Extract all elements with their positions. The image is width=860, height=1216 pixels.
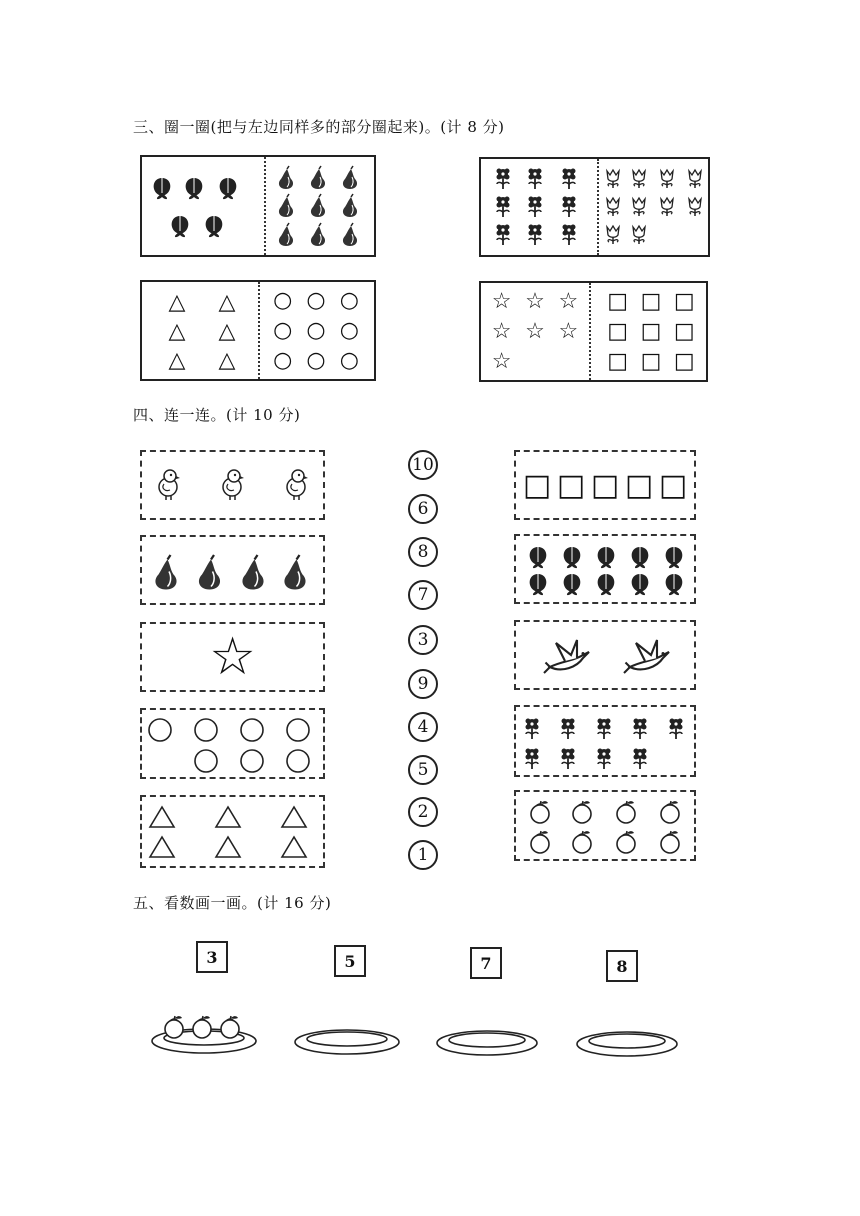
number-circle[interactable]: 7 bbox=[408, 580, 438, 610]
star-icon: ☆ bbox=[558, 289, 579, 314]
pear-icon bbox=[311, 223, 325, 246]
peach-icon bbox=[564, 574, 581, 595]
peach-icon bbox=[666, 574, 683, 595]
triangle-icon bbox=[282, 807, 306, 827]
circle-icon bbox=[195, 750, 217, 772]
square-icon: □ bbox=[607, 319, 629, 344]
peach-icon bbox=[154, 178, 171, 199]
star-icon: ☆ bbox=[491, 349, 512, 374]
chick-icon bbox=[159, 470, 180, 500]
triangle-icon bbox=[216, 807, 240, 827]
number-circle[interactable]: 5 bbox=[408, 755, 438, 785]
circle-icon: ○ bbox=[273, 318, 293, 343]
star-group bbox=[485, 287, 585, 377]
number-circle[interactable]: 3 bbox=[408, 625, 438, 655]
flower-icon bbox=[563, 169, 576, 190]
pear-icon bbox=[311, 194, 325, 217]
apple-icon bbox=[165, 1016, 183, 1038]
flower-group bbox=[481, 159, 597, 257]
flower-icon bbox=[529, 197, 542, 218]
flower-icon bbox=[497, 169, 510, 190]
square-icon: □ bbox=[522, 467, 552, 503]
match-box-pears[interactable] bbox=[140, 535, 325, 605]
match-box-squares[interactable] bbox=[514, 450, 696, 520]
peach-icon bbox=[186, 178, 203, 199]
square-icon: □ bbox=[607, 289, 629, 314]
triangle-icon bbox=[150, 837, 174, 857]
apple-icon bbox=[573, 801, 591, 823]
apple-icon bbox=[221, 1016, 239, 1038]
apple-icon bbox=[617, 801, 635, 823]
circle-icon: ○ bbox=[339, 318, 359, 343]
apple-icon bbox=[661, 831, 679, 853]
flower-icon bbox=[497, 197, 510, 218]
apple-icon bbox=[661, 801, 679, 823]
peach-icon bbox=[598, 574, 615, 595]
peach-icon bbox=[632, 574, 649, 595]
flower-icon bbox=[526, 749, 539, 770]
square-icon: □ bbox=[624, 467, 654, 503]
circle-icon: ○ bbox=[306, 348, 326, 373]
triangle-icon bbox=[282, 837, 306, 857]
circle-icon: ○ bbox=[339, 348, 359, 373]
tulip-icon bbox=[607, 170, 619, 188]
pear-icon bbox=[343, 166, 357, 189]
square-icon: □ bbox=[673, 289, 695, 314]
flower-icon bbox=[526, 719, 539, 740]
star-icon: ☆ bbox=[491, 319, 512, 344]
flower-icon bbox=[529, 225, 542, 246]
number-box: 3 bbox=[196, 941, 228, 973]
square-icon: □ bbox=[640, 349, 662, 374]
plate-2 bbox=[295, 1030, 399, 1054]
number-circle[interactable]: 6 bbox=[408, 494, 438, 524]
flower-icon bbox=[598, 719, 611, 740]
number-box: 8 bbox=[606, 950, 638, 982]
section-4-heading: 四、连一连。(计 10 分) bbox=[133, 406, 301, 424]
section-3-heading: 三、圈一圈(把与左边同样多的部分圈起来)。(计 8 分) bbox=[133, 118, 505, 136]
pear-icon bbox=[343, 223, 357, 246]
compare-box-triangle-circle bbox=[140, 280, 376, 381]
flower-icon bbox=[529, 169, 542, 190]
flower-icon bbox=[634, 749, 647, 770]
square-icon: □ bbox=[556, 467, 586, 503]
circle-icon bbox=[149, 719, 171, 741]
chick-icon bbox=[223, 470, 244, 500]
apple-icon bbox=[193, 1016, 211, 1038]
square-icon: □ bbox=[590, 467, 620, 503]
pear-icon bbox=[343, 194, 357, 217]
bird-icon bbox=[544, 640, 589, 673]
square-icon: □ bbox=[658, 467, 688, 503]
plates-area bbox=[140, 1005, 710, 1075]
match-box-peaches[interactable] bbox=[514, 534, 696, 604]
match-box-chicks[interactable] bbox=[140, 450, 325, 520]
square-icon: □ bbox=[640, 319, 662, 344]
triangle-icon: △ bbox=[168, 348, 186, 374]
plate-3 bbox=[437, 1031, 537, 1055]
compare-box-star-square bbox=[479, 281, 708, 382]
apple-icon bbox=[617, 831, 635, 853]
tulip-group bbox=[599, 159, 711, 257]
peach-icon bbox=[530, 547, 547, 568]
number-circle[interactable]: 4 bbox=[408, 712, 438, 742]
triangle-icon: △ bbox=[218, 348, 236, 374]
divider bbox=[589, 283, 591, 380]
triangle-group bbox=[152, 288, 252, 376]
tulip-icon bbox=[689, 170, 701, 188]
number-box: 5 bbox=[334, 945, 366, 977]
peach-icon bbox=[598, 547, 615, 568]
triangle-icon bbox=[216, 837, 240, 857]
tulip-icon bbox=[607, 198, 619, 216]
match-box-circles[interactable] bbox=[140, 708, 325, 779]
tulip-icon bbox=[689, 198, 701, 216]
peach-icon bbox=[632, 547, 649, 568]
tulip-icon bbox=[633, 226, 645, 244]
pear-icon bbox=[199, 555, 220, 590]
tulip-icon bbox=[661, 170, 673, 188]
circle-group bbox=[266, 286, 366, 376]
circle-icon: ○ bbox=[273, 288, 293, 313]
peach-icon bbox=[530, 574, 547, 595]
compare-box-flower-tulip bbox=[479, 157, 710, 257]
pear-icon bbox=[279, 166, 293, 189]
pear-icon bbox=[284, 555, 305, 590]
number-box: 7 bbox=[470, 947, 502, 979]
peach-icon bbox=[666, 547, 683, 568]
peach-icon bbox=[206, 216, 223, 237]
flower-icon bbox=[598, 749, 611, 770]
circle-icon bbox=[287, 719, 309, 741]
match-box-triangles[interactable] bbox=[140, 795, 325, 868]
peach-icon bbox=[172, 216, 189, 237]
peach-group bbox=[142, 157, 262, 257]
star-icon: ☆ bbox=[491, 289, 512, 314]
circle-icon: ○ bbox=[273, 348, 293, 373]
flower-icon bbox=[562, 749, 575, 770]
circle-icon: ○ bbox=[339, 288, 359, 313]
peach-icon bbox=[220, 178, 237, 199]
star-icon: ☆ bbox=[525, 289, 545, 314]
square-icon: □ bbox=[673, 349, 695, 374]
star-icon: ☆ bbox=[558, 319, 579, 344]
tulip-icon bbox=[607, 226, 619, 244]
square-group bbox=[601, 287, 701, 377]
triangle-icon bbox=[150, 807, 174, 827]
pear-icon bbox=[311, 166, 325, 189]
number-circle[interactable]: 2 bbox=[408, 797, 438, 827]
triangle-icon: △ bbox=[168, 318, 186, 344]
section-5-heading: 五、看数画一画。(计 16 分) bbox=[133, 894, 332, 912]
chick-icon bbox=[287, 470, 308, 500]
tulip-icon bbox=[661, 198, 673, 216]
circle-icon: ○ bbox=[306, 288, 326, 313]
apple-icon bbox=[531, 831, 549, 853]
star-icon: ☆ bbox=[525, 319, 545, 344]
compare-box-peach-pear bbox=[140, 155, 376, 257]
apple-icon bbox=[531, 801, 549, 823]
match-box-flowers[interactable] bbox=[514, 705, 696, 777]
circle-icon bbox=[287, 750, 309, 772]
square-icon: □ bbox=[607, 349, 629, 374]
plate-4 bbox=[577, 1032, 677, 1056]
circle-icon bbox=[195, 719, 217, 741]
flower-icon bbox=[670, 719, 683, 740]
match-box-birds[interactable] bbox=[514, 620, 696, 690]
flower-icon bbox=[563, 197, 576, 218]
number-circle[interactable]: 1 bbox=[408, 840, 438, 870]
star-icon: ☆ bbox=[209, 627, 256, 687]
circle-icon bbox=[241, 719, 263, 741]
flower-icon bbox=[562, 719, 575, 740]
tulip-icon bbox=[633, 170, 645, 188]
apple-icon bbox=[573, 831, 591, 853]
pear-icon bbox=[242, 555, 263, 590]
divider bbox=[258, 282, 260, 379]
tulip-icon bbox=[633, 198, 645, 216]
number-circle[interactable]: 8 bbox=[408, 537, 438, 567]
flower-icon bbox=[497, 225, 510, 246]
circle-icon bbox=[241, 750, 263, 772]
bird-icon bbox=[624, 640, 669, 673]
number-circle[interactable]: 9 bbox=[408, 669, 438, 699]
circle-icon: ○ bbox=[306, 318, 326, 343]
match-box-apples[interactable] bbox=[514, 790, 696, 861]
square-icon: □ bbox=[673, 319, 695, 344]
triangle-icon: △ bbox=[218, 289, 236, 315]
triangle-icon: △ bbox=[168, 289, 186, 315]
triangle-icon: △ bbox=[218, 318, 236, 344]
pear-icon bbox=[279, 223, 293, 246]
pear-icon bbox=[279, 194, 293, 217]
peach-icon bbox=[564, 547, 581, 568]
flower-icon bbox=[563, 225, 576, 246]
match-box-star[interactable] bbox=[140, 622, 325, 692]
number-circle[interactable]: 10 bbox=[408, 450, 438, 480]
flower-icon bbox=[634, 719, 647, 740]
pear-icon bbox=[155, 555, 176, 590]
pear-group bbox=[266, 157, 376, 257]
square-icon: □ bbox=[640, 289, 662, 314]
